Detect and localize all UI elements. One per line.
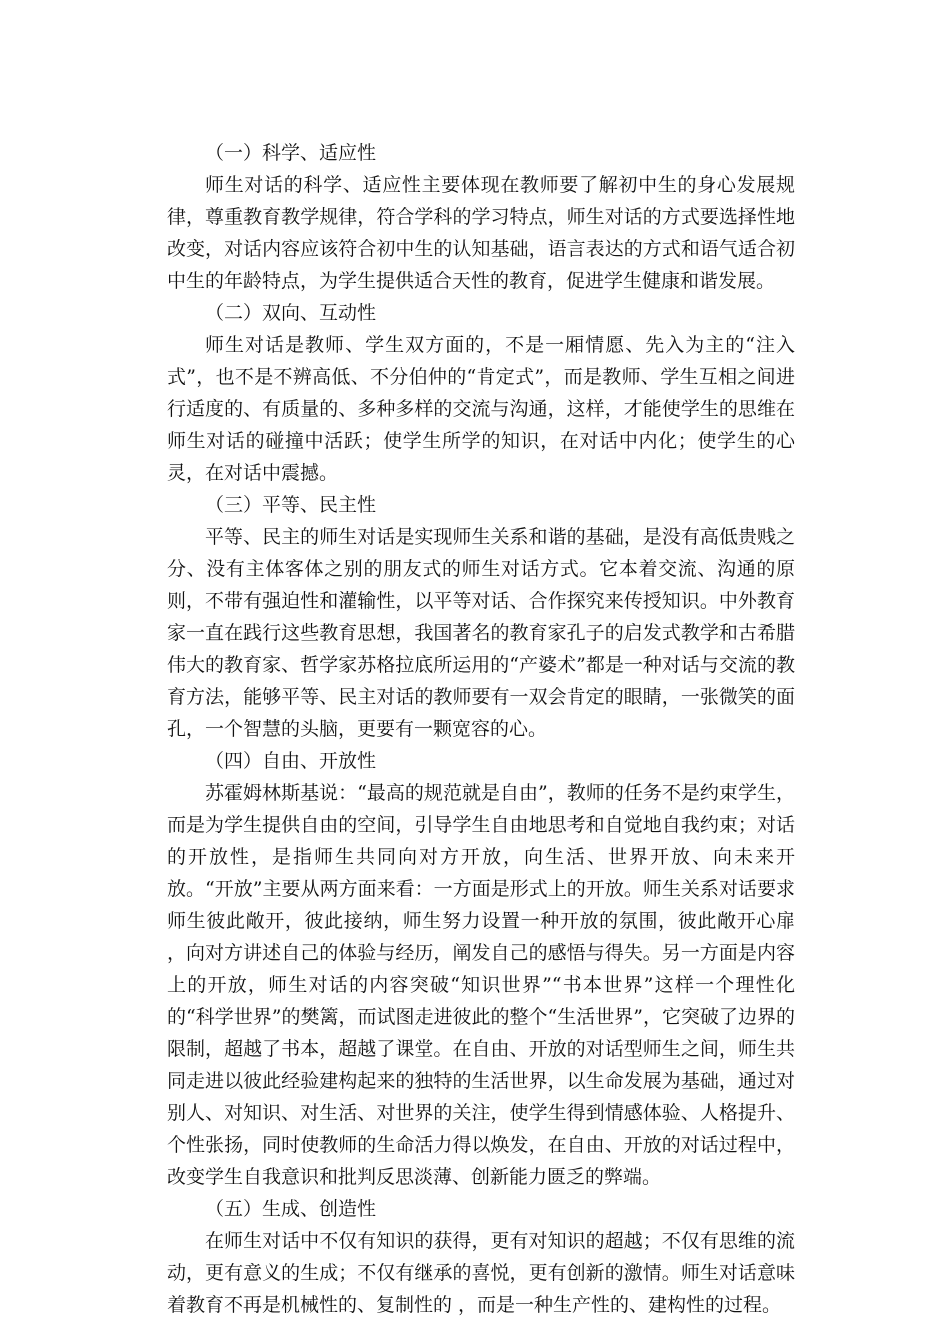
section-3-paragraph: 平等、民主的师生对话是实现师生关系和谐的基础，是没有高低贵贱之分、没有主体客体之别的朋友式的师生对话方式。它本着交流、沟通的原则，不带有强迫性和灌输性，以平等对话、合作探究来传授知识。中外教育家一直在践行这些教育思想，我国著名的教育家孔子的启发式教学和古希腊伟大的教育家、哲学家苏格拉底所运用的“产婆术”都是一种对话与交流的教育方法，能够平等、民主对话的教师要有一双会肯定的眼睛，一张微笑的面孔，一个智慧的头脑，更要有一颗宽容的心。 [167, 526, 795, 740]
document-page [167, 137, 795, 1321]
section-3-heading: （三）平等、民主性 [205, 494, 377, 516]
section-1-paragraph: 师生对话的科学、适应性主要体现在教师要了解初中生的身心发展规律，尊重教育教学规律，符合学科的学习特点，师生对话的方式要选择性地改变，对话内容应该符合初中生的认知基础，语言表达的方式和语气适合初中生的年龄特点，为学生提供适合天性的教育，促进学生健康和谐发展。 [167, 174, 795, 292]
section-2-heading: （二）双向、互动性 [205, 302, 377, 324]
section-4-paragraph: 苏霍姆林斯基说：“最高的规范就是自由”，教师的任务不是约束学生，而是为学生提供自由的空间，引导学生自由地思考和自觉地自我约束；对话的开放性，是指师生共同向对方开放，向生活、世界开放、向未来开放。“开放”主要从两方面来看：一方面是形式上的开放。师生关系对话要求师生彼此敞开，彼此接纳，师生努力设置一种开放的氛围，彼此敞开心扉 ，向对方讲述自己的体验与经历，阐发自己的感悟与得失。另一方面是内容上的开放，师生对话的内容突破“知识世界”“书本世界”这样一个理性化的“科学世界”的樊篱，而试图走进彼此的整个“生活世界”，它突破了边界的限制，超越了书本，超越了课堂。在自由、开放的对话型师生之间，师生共同走进以彼此经验建构起来的独特的生活世界，以生命发展为基础，通过对别人、对知识、对生活、对世界的关注，使学生得到情感体验、人格提升、个性张扬，同时使教师的生命活力得以焕发，在自由、开放的对话过程中，改变学生自我意识和批判反思淡薄、创新能力匮乏的弊端。 [167, 782, 795, 1188]
section-2-paragraph: 师生对话是教师、学生双方面的，不是一厢情愿、先入为主的“注入式”，也不是不辨高低、不分伯仲的“肯定式”，而是教师、学生互相之间进行适度的、有质量的、多种多样的交流与沟通，这样，才能使学生的思维在师生对话的碰撞中活跃；使学生所学的知识，在对话中内化；使学生的心灵，在对话中震撼。 [167, 334, 795, 484]
section-1-heading: （一）科学、适应性 [205, 142, 377, 164]
section-5-paragraph: 在师生对话中不仅有知识的获得，更有对知识的超越；不仅有思维的流动，更有意义的生成；不仅有继承的喜悦，更有创新的激情。师生对话意味着教育不再是机械性的、复制性的 ，而是一种生产性的、建构性的过程。 [167, 1230, 795, 1316]
section-4-heading: （四）自由、开放性 [205, 750, 377, 772]
section-5-heading: （五）生成、创造性 [205, 1198, 377, 1220]
